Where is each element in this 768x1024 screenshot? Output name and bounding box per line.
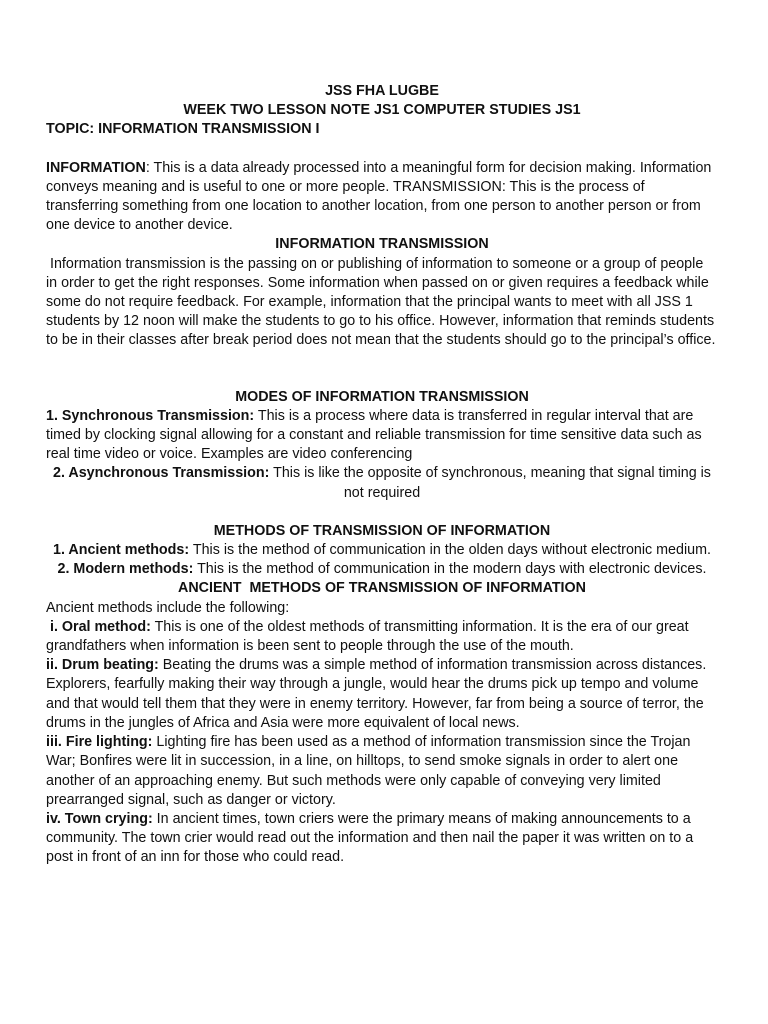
ancient-methods-item	[46, 541, 718, 560]
week-title: WEEK TWO LESSON NOTE JS1 COMPUTER STUDIES JS1	[183, 102, 581, 119]
ancient-item-fire	[46, 733, 718, 810]
ancient-methods-text: This is the method of communication in the olden days without electronic medium.	[189, 542, 711, 559]
asynchronous-item	[46, 464, 718, 502]
information-definition	[46, 159, 718, 236]
synchronous-term: 1. Synchronous Transmission:	[46, 407, 255, 424]
ancient-item-drum	[46, 656, 718, 733]
ancient-methods-term: 1. Ancient methods:	[53, 542, 190, 559]
synchronous-text: This is a process where data is transferred in regular interval that are timed by clocking signal allowing for a constant and reliable transmission for time sensitive data such as real time video or voice. Examples are video conferencing	[46, 407, 702, 463]
information-term: INFORMATION	[46, 159, 146, 176]
information-transmission-heading: INFORMATION TRANSMISSION	[275, 236, 489, 253]
drum-beating-term: ii. Drum beating:	[46, 657, 159, 674]
synchronous-item	[46, 407, 718, 465]
town-crying-text: In ancient times, town criers were the primary means of making announcements to a community. The town crier would read out the information and then nail the paper it was written on to a post in front of an inn for those who could read.	[46, 810, 694, 866]
information-transmission-text: Information transmission is the passing on or publishing of information to someone or a group of people in order to get the right responses. Some information when passed on or given requires a feedback while some do not require feedback. For example, information that the principal wants to meet with all JSS 1 students by 12 noon will make the students to go to his office. However, information that reminds students to be in their classes after break period does not mean that the students should go to the principal’s office.	[46, 255, 716, 349]
modern-methods-item	[46, 560, 718, 579]
oral-method-term: i. Oral method:	[46, 618, 151, 635]
town-crying-term: iv. Town crying:	[46, 810, 153, 827]
asynchronous-text: This is like the opposite of synchronous, meaning that signal timing is not required	[269, 465, 711, 501]
topic-title: TOPIC: INFORMATION TRANSMISSION I	[46, 121, 320, 138]
methods-heading: METHODS OF TRANSMISSION OF INFORMATION	[213, 522, 551, 539]
ancient-item-town-crier	[46, 810, 718, 868]
fire-lighting-term: iii. Fire lighting:	[46, 734, 153, 751]
drum-beating-text: Beating the drums was a simple method of information transmission across distances. Explorers, fearfully making their way through a jungle, would hear the drums pick up tempo and volume and that would tell them that they were in enemy territory. However, far from being a source of terror, the drums in the jungles of Africa and Asia were more equivalent of local news.	[46, 657, 707, 731]
document-page	[46, 82, 718, 868]
modern-methods-text: This is the method of communication in the modern days with electronic devices.	[193, 561, 707, 578]
ancient-item-oral	[46, 618, 718, 656]
oral-method-text: This is one of the oldest methods of transmitting information. It is the era of our great grandfathers when information is been sent to people through the use of the mouth.	[46, 618, 689, 655]
ancient-methods-intro: Ancient methods include the following:	[46, 599, 290, 616]
modern-methods-term: 2. Modern methods:	[57, 561, 194, 578]
ancient-methods-heading: ANCIENT METHODS OF TRANSMISSION OF INFORMATION	[178, 580, 586, 597]
information-definition-text: : This is a data already processed into a meaningful form for decision making. Information conveys meaning and is useful to one or more people. TRANSMISSION: This is the process of transferring something from one location to another location, from one person to another person or from one device to another device.	[46, 159, 712, 234]
school-title: JSS FHA LUGBE	[325, 83, 439, 99]
modes-heading: MODES OF INFORMATION TRANSMISSION	[235, 388, 529, 405]
fire-lighting-text: Lighting fire has been used as a method of information transmission since the Trojan War; Bonfires were lit in succession, in a line, on hilltops, to send smoke signals in order to alert one another of an approaching enemy. But such methods were only capable of conveying very limited prearranged signal, such as danger or victory.	[46, 734, 691, 808]
asynchronous-term: 2. Asynchronous Transmission:	[53, 465, 270, 482]
